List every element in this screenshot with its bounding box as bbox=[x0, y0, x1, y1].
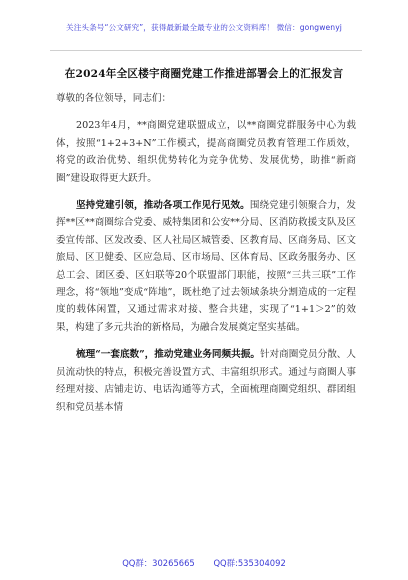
header-banner: 关注头条号“公文研究”，获得最新最全最专业的公文资料库！ 微信：gongwenyj bbox=[66, 23, 342, 32]
paragraph-gap bbox=[56, 187, 356, 197]
paragraph-gap bbox=[56, 336, 356, 346]
paragraph-gap bbox=[56, 107, 356, 117]
section-1-paragraph bbox=[56, 197, 356, 336]
section-2-body: 针对商圈党员分散、人员流动快的特点，积极完善设置方式、丰富组织形式。通过与商圈人事经理对接、店铺走访、电话沟通等方式，全面梳理商圈党组织、群团组织和党员基本情 bbox=[56, 349, 356, 413]
section-2-heading: 梳理“一套底数”，推动党建业务同频共振。 bbox=[76, 349, 260, 361]
footer-qq-group-2: QQ群:535304092 bbox=[213, 558, 286, 568]
footer-contacts bbox=[0, 557, 408, 569]
header-divider bbox=[50, 50, 362, 51]
footer-qq-group-1: QQ群：30265665 bbox=[122, 558, 195, 568]
salutation: 尊敬的各位领导，同志们： bbox=[56, 93, 172, 104]
section-1-body: 围绕党建引领聚合力，发挥**区**商圈综合党委、威特集团和公安**分局、区消防救援支队及区委宣传部、区发改委、区人社局区城管委、区教育局、区商务局、区文旅局、区卫健委、区应急局、区市场局、区体育局、区政务服务办、区总工会、团区委、区妇联等20个联盟部门职能，按照“三共三联”工作理念，将“领地”变成“阵地”，既杜绝了过去领域条块分割造成的一定程度的载体闲置，又通过需求对接、整合共建，实现了“1+1＞2”的效果，构建了多元共治的新格局，为融合发展奠定坚实基础。 bbox=[56, 200, 357, 333]
section-1-heading: 坚持党建引领，推动各项工作见行见效。 bbox=[76, 200, 250, 212]
document-title: 在2024年全区楼宇商圈党建工作推进部署会上的汇报发言 bbox=[64, 68, 344, 80]
document-body bbox=[56, 90, 356, 416]
section-2-paragraph bbox=[56, 346, 356, 416]
intro-paragraph: 2023年4月，**商圈党建联盟成立，以**商圈党群服务中心为载体，按照“1+2+3+N”工作模式，提高商圈党员教育管理工作质效，将党的政治优势、组织优势转化为竞争优势、发展优势，助推“新商圈”建设取得更大跃升。 bbox=[56, 120, 356, 184]
